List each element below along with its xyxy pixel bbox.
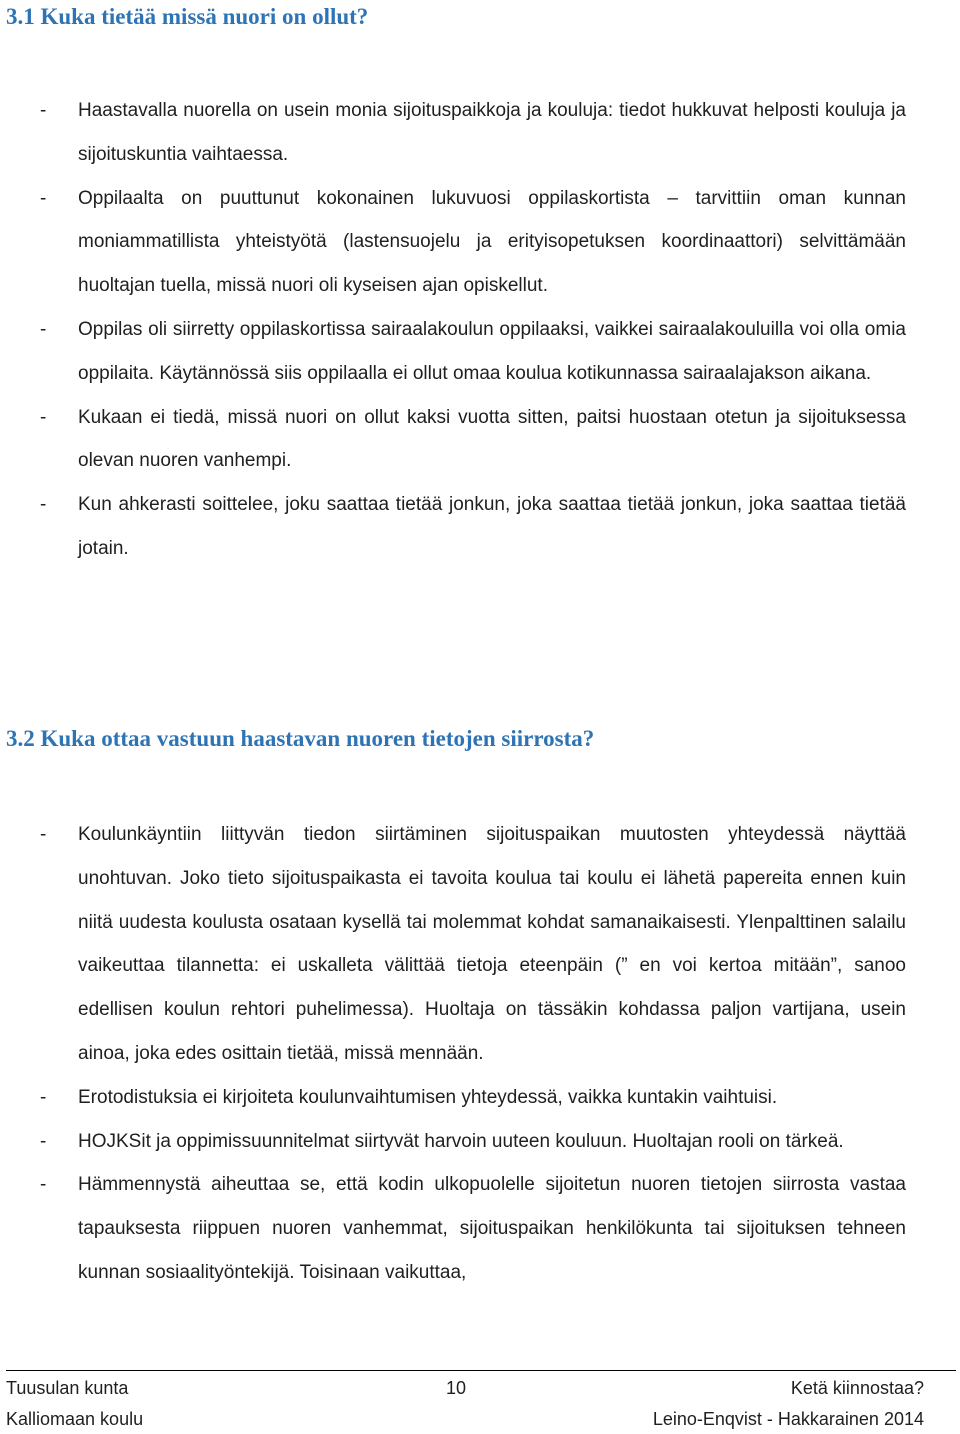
list-dash: - <box>40 824 47 845</box>
list-item-text: Oppilas oli siirretty oppilaskortissa sairaalakoulun oppilaaksi, vaikkei sairaalakouluilla voi olla omia oppilaita. Käytännössä siis oppilaalla ei ollut omaa koulua kotikunnassa sairaalajakson aikana. <box>78 318 906 384</box>
list-item-text: Kukaan ei tiedä, missä nuori on ollut kaksi vuotta sitten, paitsi huostaan otetun ja sijoituksessa olevan nuoren vanhempi. <box>78 406 906 472</box>
section-heading-3-1: 3.1 Kuka tietää missä nuori on ollut? <box>6 4 369 29</box>
list-item-text: Haastavalla nuorella on usein monia sijoituspaikkoja ja kouluja: tiedot hukkuvat helposti kouluja ja sijoituskuntia vaihtaessa. <box>78 100 906 165</box>
list-item-text: Hämmennystä aiheuttaa se, että kodin ulkopuolelle sijoitetun nuoren tietojen siirrosta vastaa tapauksesta riippuen nuoren vanhemmat, sijoituspaikan henkilökunta tai sijoituksen tehneen kunnan sosiaalityöntekijä. Toisinaan vaikuttaa, <box>78 1174 906 1283</box>
footer-document-title: Ketä kiinnostaa? <box>790 1378 924 1398</box>
section-3-1-list <box>40 89 906 571</box>
footer-authors: Leino-Enqvist - Hakkarainen 2014 <box>652 1409 924 1429</box>
section-3-2-list <box>40 813 906 1295</box>
list-dash: - <box>40 1174 47 1196</box>
list-dash: - <box>40 1130 47 1152</box>
list-item <box>40 1163 906 1294</box>
list-item-text: Kun ahkerasti soittelee, joku saattaa tietää jonkun, joka saattaa tietää jonkun, joka saattaa tietää jotain. <box>78 494 906 559</box>
list-dash: - <box>40 406 47 428</box>
footer-school: Kalliomaan koulu <box>6 1409 144 1429</box>
list-item <box>40 1120 906 1164</box>
list-item <box>40 813 906 1076</box>
list-dash: - <box>40 187 47 209</box>
list-item <box>40 483 906 571</box>
list-item <box>40 308 906 396</box>
list-dash: - <box>40 318 47 340</box>
list-dash: - <box>40 494 47 516</box>
list-item <box>40 89 906 177</box>
list-dash: - <box>40 100 47 121</box>
list-item-text: HOJKSit ja oppimissuunnitelmat siirtyvät harvoin uuteen kouluun. Huoltajan rooli on tärkeä. <box>78 1130 844 1152</box>
list-item <box>40 396 906 484</box>
footer-page-number: 10 <box>446 1378 467 1398</box>
list-dash: - <box>40 1086 47 1108</box>
footer-municipality: Tuusulan kunta <box>6 1378 129 1398</box>
footer-divider <box>6 1370 956 1371</box>
list-item-text: Oppilaalta on puuttunut kokonainen lukuvuosi oppilaskortista – tarvittiin oman kunnan moniammatillista yhteistyötä (lastensuojelu ja erityisopetuksen koordinaattori) selvittämään huoltajan tuella, missä nuori oli kyseisen ajan opiskellut. <box>78 187 906 297</box>
list-item <box>40 1076 906 1120</box>
list-item <box>40 177 906 308</box>
list-item-text: Erotodistuksia ei kirjoiteta koulunvaihtumisen yhteydessä, vaikka kuntakin vaihtuisi. <box>78 1086 778 1108</box>
section-heading-3-2: 3.2 Kuka ottaa vastuun haastavan nuoren tietojen siirrosta? <box>6 726 595 751</box>
list-item-text: Koulunkäyntiin liittyvän tiedon siirtäminen sijoituspaikan muutosten yhteydessä näyttää unohtuvan. Joko tieto sijoituspaikasta ei tavoita koulua tai koulu ei lähetä papereita ennen kuin niitä uudesta koulusta osataan kysellä tai molemmat kohdat samanaikaisesti. Ylenpalttinen salailu vaikeuttaa tilannetta: ei uskalleta välittää tietoja eteenpäin (” en voi kertoa mitään”, sanoo edellisen koulun rehtori puhelimessa). Huoltaja on tässäkin kohdassa paljon vartijana, usein ainoa, joka edes osittain tietää, missä mennään. <box>78 824 906 1064</box>
